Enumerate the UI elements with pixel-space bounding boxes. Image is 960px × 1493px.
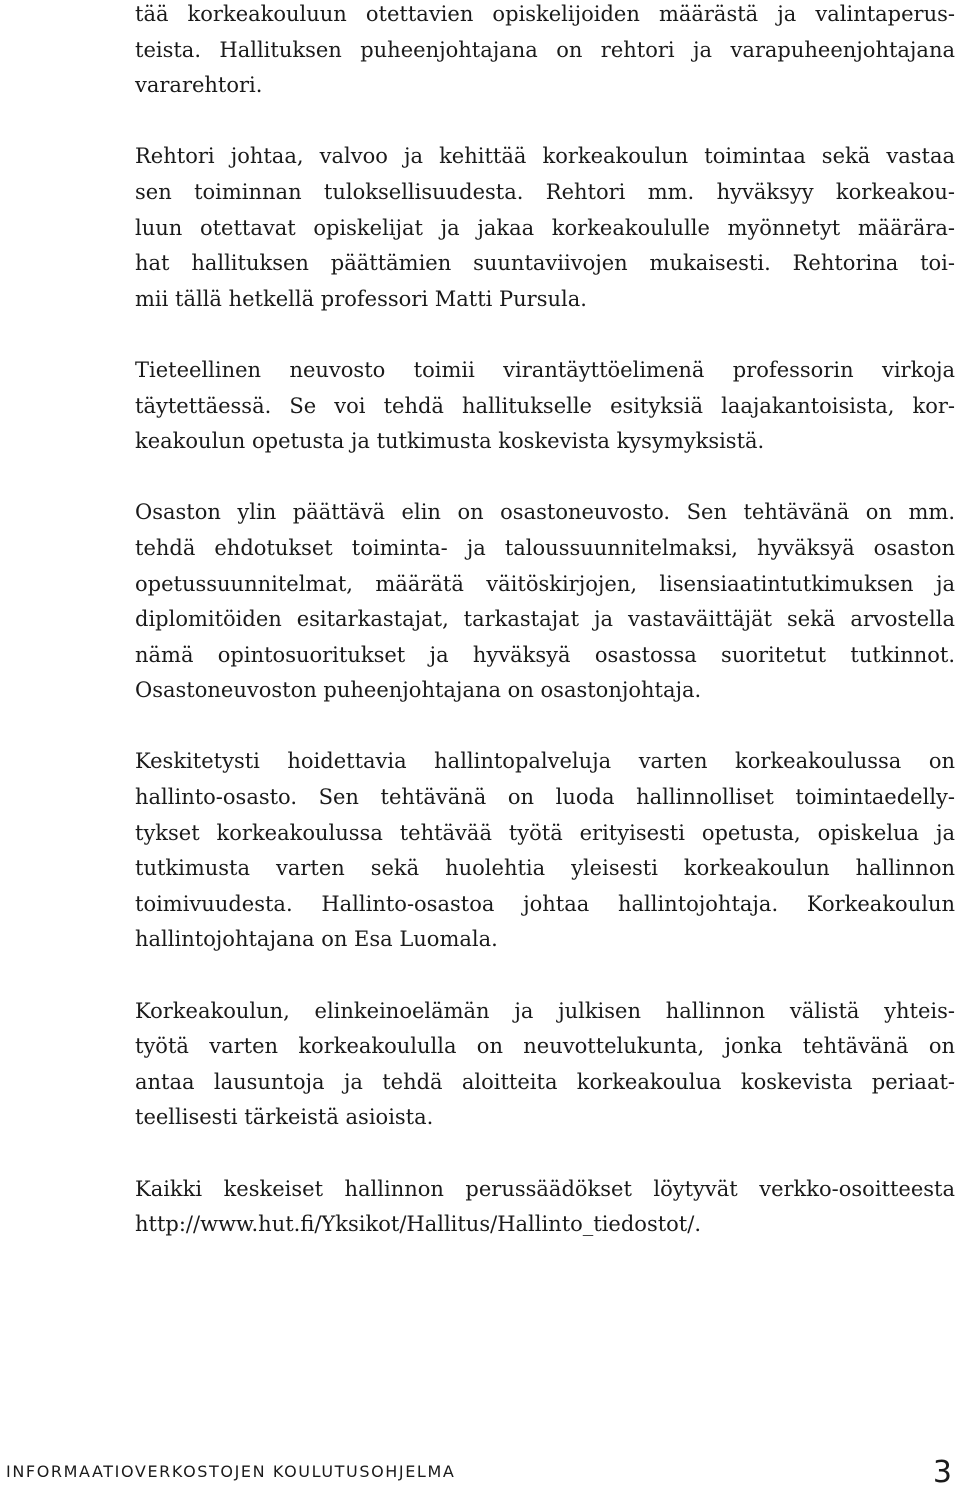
text-line: opetussuunnitelmat, määrätä väitöskirjojen, lisensiaatintutkimuksen ja bbox=[135, 571, 955, 596]
text-line: Korkeakoulun, elinkeinoelämän ja julkisen hallinnon välistä yhteis- bbox=[135, 998, 955, 1023]
text-line: Kaikki keskeiset hallinnon perussäädökset löytyvät verkko-osoitteesta bbox=[135, 1176, 955, 1201]
text-line: keakoulun opetusta ja tutkimusta koskevista kysymyksistä. bbox=[135, 429, 765, 454]
text-line: teellisesti tärkeistä asioista. bbox=[135, 1105, 434, 1130]
text-line: Rehtori johtaa, valvoo ja kehittää korkeakoulun toimintaa sekä vastaa bbox=[135, 144, 955, 169]
text-line: antaa lausuntoja ja tehdä aloitteita korkeakoulua koskevista periaat- bbox=[135, 1069, 955, 1094]
text-line: tutkimusta varten sekä huolehtia yleisesti korkeakoulun hallinnon bbox=[135, 856, 955, 881]
text-line: tykset korkeakoulussa tehtävää työtä erityisesti opetusta, opiskelua ja bbox=[135, 820, 955, 845]
text-line: luun otettavat opiskelijat ja jakaa korkeakoululle myönnetyt määrära- bbox=[135, 215, 955, 240]
text-line: Osaston ylin päättävä elin on osastoneuvosto. Sen tehtävänä on mm. bbox=[135, 500, 955, 525]
text-line: nämä opintosuoritukset ja hyväksyä osastossa suoritetut tutkinnot. bbox=[135, 642, 955, 667]
url-line: http://www.hut.fi/Yksikot/Hallitus/Hallinto_tiedostot/. bbox=[135, 1212, 701, 1237]
footer-program-title: INFORMAATIOVERKOSTOJEN KOULUTUSOHJELMA bbox=[6, 1462, 456, 1481]
text-line: sen toiminnan tuloksellisuudesta. Rehtori mm. hyväksyy korkeakou- bbox=[135, 179, 955, 204]
body-text bbox=[135, 0, 955, 1278]
text-line: teista. Hallituksen puheenjohtajana on rehtori ja varapuheenjohtajana bbox=[135, 37, 955, 62]
text-line: Osastoneuvoston puheenjohtajana on osastonjohtaja. bbox=[135, 678, 702, 703]
paragraph-neuvottelukunta bbox=[135, 994, 955, 1136]
text-line: hallintojohtajana on Esa Luomala. bbox=[135, 927, 498, 952]
text-line: Tieteellinen neuvosto toimii virantäyttöelimenä professorin virkoja bbox=[135, 357, 955, 382]
text-line: työtä varten korkeakoululla on neuvottelukunta, jonka tehtävänä on bbox=[135, 1034, 955, 1059]
page-number: 3 bbox=[932, 1455, 952, 1490]
paragraph-hallinto-osasto bbox=[135, 744, 955, 958]
text-line: vararehtori. bbox=[135, 73, 263, 98]
text-line: toimivuudesta. Hallinto-osastoa johtaa hallintojohtaja. Korkeakoulun bbox=[135, 891, 955, 916]
text-line: täytettäessä. Se voi tehdä hallitukselle esityksiä laajakantoisista, kor- bbox=[135, 393, 955, 418]
paragraph-rehtori bbox=[135, 139, 955, 317]
text-line: hallinto-osasto. Sen tehtävänä on luoda hallinnolliset toimintaedelly- bbox=[135, 785, 955, 810]
text-line: diplomitöiden esitarkastajat, tarkastajat ja vastaväittäjät sekä arvostella bbox=[135, 607, 955, 632]
text-line: tää korkeakouluun otettavien opiskelijoiden määrästä ja valintaperus- bbox=[135, 2, 955, 26]
text-line: Keskitetysti hoidettavia hallintopalveluja varten korkeakoulussa on bbox=[135, 749, 955, 774]
text-line: hat hallituksen päättämien suuntaviivojen mukaisesti. Rehtorina toi- bbox=[135, 251, 955, 276]
paragraph-hallitus bbox=[135, 0, 955, 104]
text-line: mii tällä hetkellä professori Matti Pursula. bbox=[135, 286, 587, 311]
paragraph-perussaadokset bbox=[135, 1172, 955, 1243]
paragraph-tieteellinen-neuvosto bbox=[135, 353, 955, 460]
text-line: tehdä ehdotukset toiminta- ja taloussuunnitelmaksi, hyväksyä osaston bbox=[135, 535, 955, 560]
paragraph-osastoneuvosto bbox=[135, 495, 955, 709]
